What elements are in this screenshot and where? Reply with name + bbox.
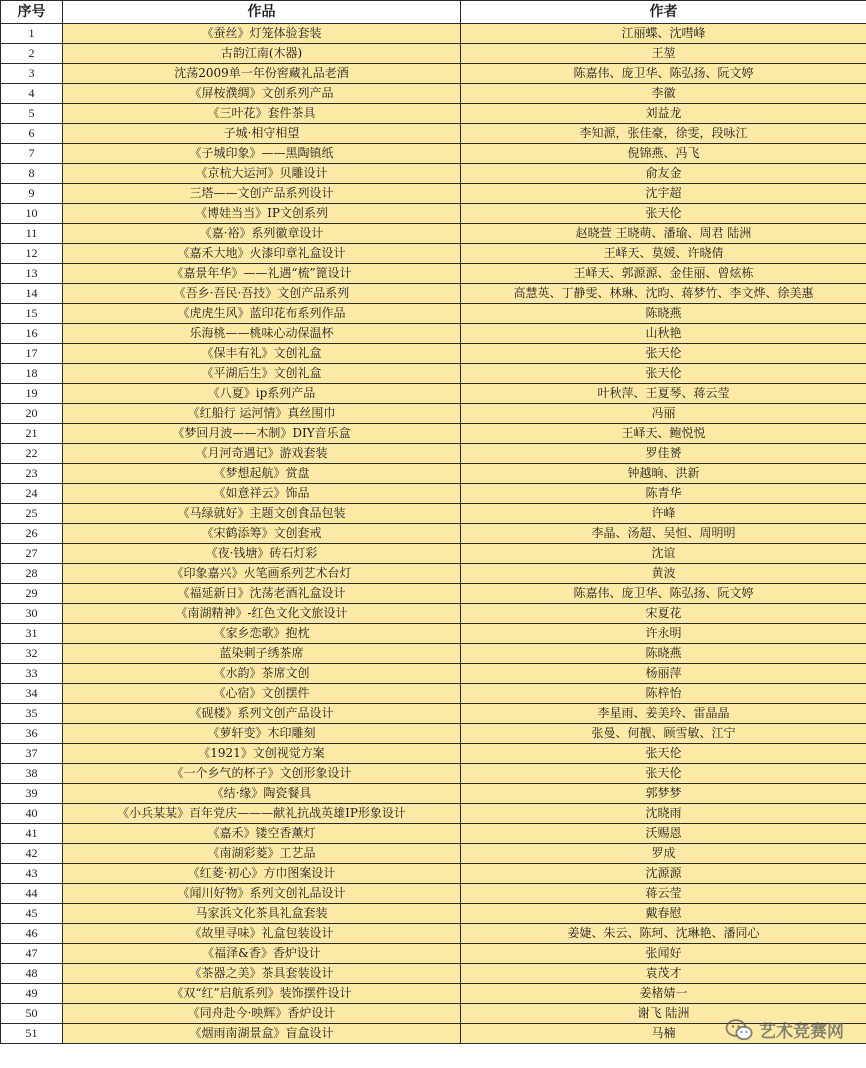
- work-title-cell: 《保丰有礼》文创礼盒: [63, 344, 461, 364]
- wechat-icon: [725, 1018, 753, 1042]
- row-index-cell: 51: [1, 1024, 63, 1044]
- author-cell: 陈嘉伟、庞卫华、陈弘扬、阮文婷: [461, 584, 866, 604]
- table-row: [1, 544, 866, 564]
- row-index-cell: 14: [1, 284, 63, 304]
- author-cell: 宋夏花: [461, 604, 866, 624]
- table-row: [1, 684, 866, 704]
- table-row: [1, 964, 866, 984]
- work-title-cell: 《烟雨南湖景盒》盲盒设计: [63, 1024, 461, 1044]
- table-row: [1, 924, 866, 944]
- table-row: [1, 324, 866, 344]
- table-row: [1, 224, 866, 244]
- row-index-cell: 26: [1, 524, 63, 544]
- work-title-cell: 《心宿》文创摆件: [63, 684, 461, 704]
- author-cell: 黄波: [461, 564, 866, 584]
- row-index-cell: 27: [1, 544, 63, 564]
- row-index-cell: 35: [1, 704, 63, 724]
- table-row: [1, 784, 866, 804]
- author-cell: 王堃: [461, 44, 866, 64]
- row-index-cell: 8: [1, 164, 63, 184]
- row-index-cell: 1: [1, 24, 63, 44]
- author-cell: 张天伦: [461, 364, 866, 384]
- table-row: [1, 664, 866, 684]
- author-cell: 陈青华: [461, 484, 866, 504]
- table-row: [1, 824, 866, 844]
- author-cell: 马楠: [461, 1024, 866, 1044]
- work-title-cell: 《福延新日》沈荡老酒礼盒设计: [63, 584, 461, 604]
- author-cell: 王峄天、莫媛、许晓倩: [461, 244, 866, 264]
- work-title-cell: 《闻川好物》系列文创礼品设计: [63, 884, 461, 904]
- work-title-cell: 乐海桃——桃味心动保温杯: [63, 324, 461, 344]
- row-index-cell: 4: [1, 84, 63, 104]
- table-row: [1, 744, 866, 764]
- author-cell: 冯丽: [461, 404, 866, 424]
- work-title-cell: 《一个乡气的杯子》文创形象设计: [63, 764, 461, 784]
- author-cell: 陈梓怡: [461, 684, 866, 704]
- table-row: [1, 244, 866, 264]
- author-cell: 杨丽萍: [461, 664, 866, 684]
- table-row: [1, 284, 866, 304]
- row-index-cell: 44: [1, 884, 63, 904]
- author-cell: 俞友金: [461, 164, 866, 184]
- work-title-cell: 《红船行 运河情》真丝围巾: [63, 404, 461, 424]
- author-cell: 许峰: [461, 504, 866, 524]
- column-header-index: 序号: [1, 1, 63, 24]
- table-row: [1, 364, 866, 384]
- row-index-cell: 31: [1, 624, 63, 644]
- table-row: [1, 264, 866, 284]
- row-index-cell: 30: [1, 604, 63, 624]
- work-title-cell: 沈荡2009单一年份窖藏礼品老酒: [63, 64, 461, 84]
- column-header-work: 作品: [63, 1, 461, 24]
- row-index-cell: 6: [1, 124, 63, 144]
- work-title-cell: 《嘉·裕》系列徽章设计: [63, 224, 461, 244]
- work-title-cell: 蓝染刺子绣茶席: [63, 644, 461, 664]
- row-index-cell: 25: [1, 504, 63, 524]
- row-index-cell: 46: [1, 924, 63, 944]
- author-cell: 张天伦: [461, 204, 866, 224]
- table-row: [1, 404, 866, 424]
- work-title-cell: 《双“红”启航系列》装饰摆件设计: [63, 984, 461, 1004]
- table-row: [1, 204, 866, 224]
- row-index-cell: 50: [1, 1004, 63, 1024]
- table-row: [1, 704, 866, 724]
- author-cell: 罗成: [461, 844, 866, 864]
- watermark: [725, 1017, 844, 1042]
- table-row: [1, 464, 866, 484]
- author-cell: 沈谊: [461, 544, 866, 564]
- row-index-cell: 37: [1, 744, 63, 764]
- author-cell: 王峄天、郭源源、金佳丽、曾炫栋: [461, 264, 866, 284]
- row-index-cell: 32: [1, 644, 63, 664]
- author-cell: 姜婕、朱云、陈珂、沈琳艳、潘同心: [461, 924, 866, 944]
- work-title-cell: 《南湖精神》-红色文化文旅设计: [63, 604, 461, 624]
- work-title-cell: 《平湖后生》文创礼盒: [63, 364, 461, 384]
- table-row: [1, 144, 866, 164]
- work-title-cell: 《嘉景年华》——礼遇“梳”篦设计: [63, 264, 461, 284]
- row-index-cell: 24: [1, 484, 63, 504]
- author-cell: 陈晓燕: [461, 644, 866, 664]
- author-cell: 张曼、何靓、顾雪敏、江宁: [461, 724, 866, 744]
- work-title-cell: 《福泽&香》香炉设计: [63, 944, 461, 964]
- table-row: [1, 64, 866, 84]
- table-row: [1, 524, 866, 544]
- work-title-cell: 《家乡恋歌》抱枕: [63, 624, 461, 644]
- row-index-cell: 20: [1, 404, 63, 424]
- work-title-cell: 《砚楼》系列文创产品设计: [63, 704, 461, 724]
- work-title-cell: 《马绿就好》主题文创食品包装: [63, 504, 461, 524]
- row-index-cell: 41: [1, 824, 63, 844]
- work-title-cell: 《小兵某某》百年党庆———献礼抗战英雄IP形象设计: [63, 804, 461, 824]
- table-row: [1, 944, 866, 964]
- work-title-cell: 三塔——文创产品系列设计: [63, 184, 461, 204]
- author-cell: 袁茂才: [461, 964, 866, 984]
- work-title-cell: 子城·相守相望: [63, 124, 461, 144]
- author-cell: 张闻好: [461, 944, 866, 964]
- work-title-cell: 《水韵》茶席文创: [63, 664, 461, 684]
- table-row: [1, 484, 866, 504]
- work-title-cell: 《蚕丝》灯笼体验套装: [63, 24, 461, 44]
- table-row: [1, 644, 866, 664]
- author-cell: 高慧英、丁静雯、林琳、沈昀、蒋梦竹、李文烨、徐美惠: [461, 284, 866, 304]
- author-cell: 李星雨、姜美玲、雷晶晶: [461, 704, 866, 724]
- row-index-cell: 38: [1, 764, 63, 784]
- author-cell: 李知源，张佳豪，徐雯，段咏江: [461, 124, 866, 144]
- row-index-cell: 7: [1, 144, 63, 164]
- author-cell: 李晶、汤超、吴恒、周明明: [461, 524, 866, 544]
- table-row: [1, 424, 866, 444]
- work-title-cell: 《同舟赴今·映辉》香炉设计: [63, 1004, 461, 1024]
- work-title-cell: 《萝轩变》木印雕刻: [63, 724, 461, 744]
- work-title-cell: 《故里寻味》礼盒包装设计: [63, 924, 461, 944]
- work-title-cell: 《红菱·初心》方巾图案设计: [63, 864, 461, 884]
- table-row: [1, 904, 866, 924]
- row-index-cell: 23: [1, 464, 63, 484]
- table-row: [1, 104, 866, 124]
- row-index-cell: 9: [1, 184, 63, 204]
- author-cell: 张天伦: [461, 764, 866, 784]
- author-cell: 刘益龙: [461, 104, 866, 124]
- table-row: [1, 184, 866, 204]
- table-row: [1, 164, 866, 184]
- author-cell: 张天伦: [461, 744, 866, 764]
- row-index-cell: 3: [1, 64, 63, 84]
- work-title-cell: 《吾乡·吾民·吾技》文创产品系列: [63, 284, 461, 304]
- work-title-cell: 《虎虎生风》蓝印花布系列作品: [63, 304, 461, 324]
- row-index-cell: 29: [1, 584, 63, 604]
- work-title-cell: 《梦回月波——木制》DIY音乐盒: [63, 424, 461, 444]
- table-row: [1, 124, 866, 144]
- work-title-cell: 《嘉禾大地》火漆印章礼盒设计: [63, 244, 461, 264]
- table-row: [1, 44, 866, 64]
- header-row: [1, 1, 866, 24]
- row-index-cell: 28: [1, 564, 63, 584]
- work-title-cell: 马家浜文化茶具礼盒套装: [63, 904, 461, 924]
- table-row: [1, 84, 866, 104]
- row-index-cell: 11: [1, 224, 63, 244]
- author-cell: 蒋云莹: [461, 884, 866, 904]
- row-index-cell: 40: [1, 804, 63, 824]
- author-cell: 张天伦: [461, 344, 866, 364]
- work-title-cell: 《1921》文创视觉方案: [63, 744, 461, 764]
- row-index-cell: 21: [1, 424, 63, 444]
- table-row: [1, 604, 866, 624]
- work-title-cell: 《梦想起航》赏盘: [63, 464, 461, 484]
- work-title-cell: 《印象嘉兴》火笔画系列艺术台灯: [63, 564, 461, 584]
- row-index-cell: 5: [1, 104, 63, 124]
- author-cell: 郭梦梦: [461, 784, 866, 804]
- row-index-cell: 15: [1, 304, 63, 324]
- work-title-cell: 《月河奇遇记》游戏套装: [63, 444, 461, 464]
- work-title-cell: 《茶器之美》茶具套装设计: [63, 964, 461, 984]
- author-cell: 戴春慰: [461, 904, 866, 924]
- row-index-cell: 34: [1, 684, 63, 704]
- author-cell: 山秋艳: [461, 324, 866, 344]
- work-title-cell: 《博娃当当》IP文创系列: [63, 204, 461, 224]
- row-index-cell: 49: [1, 984, 63, 1004]
- watermark-text: 艺术竞赛网: [759, 1022, 844, 1042]
- author-cell: 沈源源: [461, 864, 866, 884]
- row-index-cell: 10: [1, 204, 63, 224]
- table-row: [1, 24, 866, 44]
- work-title-cell: 《夜·钱塘》砖石灯彩: [63, 544, 461, 564]
- author-cell: 钟越晌、洪新: [461, 464, 866, 484]
- row-index-cell: 47: [1, 944, 63, 964]
- table-row: [1, 344, 866, 364]
- work-title-cell: 《如意祥云》饰品: [63, 484, 461, 504]
- author-cell: 倪锦燕、冯飞: [461, 144, 866, 164]
- row-index-cell: 17: [1, 344, 63, 364]
- table-row: [1, 624, 866, 644]
- author-cell: 沈宇超: [461, 184, 866, 204]
- author-cell: 沃赐恩: [461, 824, 866, 844]
- author-cell: 许永明: [461, 624, 866, 644]
- work-title-cell: 《京杭大运河》贝雕设计: [63, 164, 461, 184]
- author-cell: 谢飞 陆洲: [461, 1004, 866, 1024]
- table-row: [1, 504, 866, 524]
- row-index-cell: 45: [1, 904, 63, 924]
- table-row: [1, 884, 866, 904]
- row-index-cell: 39: [1, 784, 63, 804]
- table-row: [1, 804, 866, 824]
- work-title-cell: 《南湖彩菱》工艺品: [63, 844, 461, 864]
- author-cell: 姜楮婧一: [461, 984, 866, 1004]
- table-row: [1, 844, 866, 864]
- table-row: [1, 724, 866, 744]
- table-row: [1, 564, 866, 584]
- work-title-cell: 《三叶花》套件茶具: [63, 104, 461, 124]
- work-title-cell: 《子城印象》——黑陶镇纸: [63, 144, 461, 164]
- row-index-cell: 12: [1, 244, 63, 264]
- table-body: [1, 24, 866, 1044]
- author-cell: 王峄天、鲍悦悦: [461, 424, 866, 444]
- row-index-cell: 2: [1, 44, 63, 64]
- row-index-cell: 16: [1, 324, 63, 344]
- row-index-cell: 43: [1, 864, 63, 884]
- work-title-cell: 《八夏》ip系列产品: [63, 384, 461, 404]
- author-cell: 陈嘉伟、庞卫华、陈弘扬、阮文婷: [461, 64, 866, 84]
- table-row: [1, 984, 866, 1004]
- table-row: [1, 864, 866, 884]
- table-row: [1, 384, 866, 404]
- row-index-cell: 33: [1, 664, 63, 684]
- author-cell: 陈晓燕: [461, 304, 866, 324]
- work-title-cell: 《嘉禾》镂空香薰灯: [63, 824, 461, 844]
- author-cell: 赵晓萱 王晓萌、潘瑜、周君 陆洲: [461, 224, 866, 244]
- row-index-cell: 48: [1, 964, 63, 984]
- row-index-cell: 19: [1, 384, 63, 404]
- author-cell: 沈晓雨: [461, 804, 866, 824]
- table-row: [1, 444, 866, 464]
- row-index-cell: 13: [1, 264, 63, 284]
- row-index-cell: 36: [1, 724, 63, 744]
- table-row: [1, 764, 866, 784]
- work-title-cell: 《屏桉濮绸》文创系列产品: [63, 84, 461, 104]
- row-index-cell: 22: [1, 444, 63, 464]
- table-row: [1, 304, 866, 324]
- work-title-cell: 《结·缘》陶瓷餐具: [63, 784, 461, 804]
- author-cell: 罗佳赟: [461, 444, 866, 464]
- author-cell: 江丽蝶、沈嘒峰: [461, 24, 866, 44]
- table-row: [1, 584, 866, 604]
- column-header-author: 作者: [461, 1, 866, 24]
- row-index-cell: 42: [1, 844, 63, 864]
- row-index-cell: 18: [1, 364, 63, 384]
- author-cell: 叶秋萍、王夏琴、蒋云莹: [461, 384, 866, 404]
- work-title-cell: 《宋鹤添筹》文创套戒: [63, 524, 461, 544]
- work-title-cell: 古韵江南(木器): [63, 44, 461, 64]
- author-cell: 李徽: [461, 84, 866, 104]
